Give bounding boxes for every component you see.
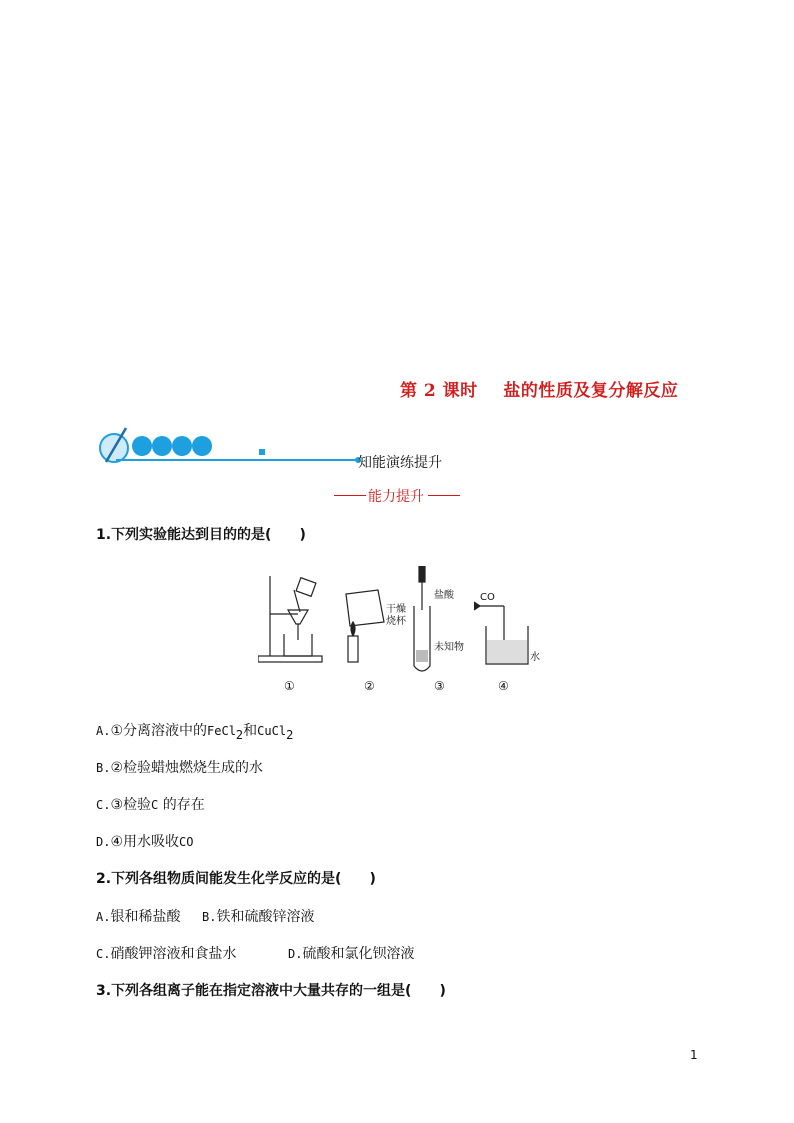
- label-water: 水: [530, 652, 540, 663]
- gas-into-water-icon: [474, 602, 528, 664]
- test-tube-icon: [414, 566, 430, 671]
- question-1-option-b: B.②检验蜡烛燃烧生成的水: [96, 760, 264, 776]
- question-1-option-c: C.③检验C 的存在: [96, 797, 205, 813]
- label-co: CO: [480, 592, 495, 603]
- caption-1: ①: [284, 679, 295, 693]
- question-1-figure: [258, 566, 548, 696]
- question-3-stem: 3.下列各组离子能在指定溶液中大量共存的一组是( ): [96, 983, 446, 999]
- lesson-title: 第 2 课时 盐的性质及复分解反应: [400, 381, 679, 401]
- caption-2: ②: [364, 679, 375, 693]
- question-2-option-a: A.银和稀盐酸: [96, 909, 181, 925]
- page-number: 1: [690, 1048, 698, 1062]
- question-2-option-d: D.硫酸和氯化钡溶液: [288, 946, 415, 962]
- caption-3: ③: [434, 679, 445, 693]
- question-2-stem: 2.下列各组物质间能发生化学反应的是( ): [96, 871, 376, 887]
- section-label: 能力提升: [368, 489, 424, 505]
- section-header: [334, 486, 460, 506]
- question-1-stem: 1.下列实验能达到目的的是( ): [96, 527, 306, 543]
- question-1-option-d: D.④用水吸收CO: [96, 834, 194, 850]
- filtration-apparatus-icon: [258, 576, 322, 662]
- label-acid: 盐酸: [434, 590, 454, 601]
- label-unknown: 未知物: [434, 642, 464, 653]
- question-2-option-b: B.铁和硫酸锌溶液: [202, 909, 315, 925]
- question-1-option-a: A.①分离溶液中的FeCl$_2$和CuCl$_2$: [96, 723, 294, 742]
- label-dry: 干燥: [386, 604, 406, 615]
- label-beaker: 烧杯: [386, 616, 406, 627]
- caption-4: ④: [498, 679, 509, 693]
- candle-beaker-icon: [346, 590, 384, 662]
- question-2-option-c: C.硝酸钾溶液和食盐水: [96, 946, 237, 962]
- banner-title: 知能演练提升: [358, 455, 442, 471]
